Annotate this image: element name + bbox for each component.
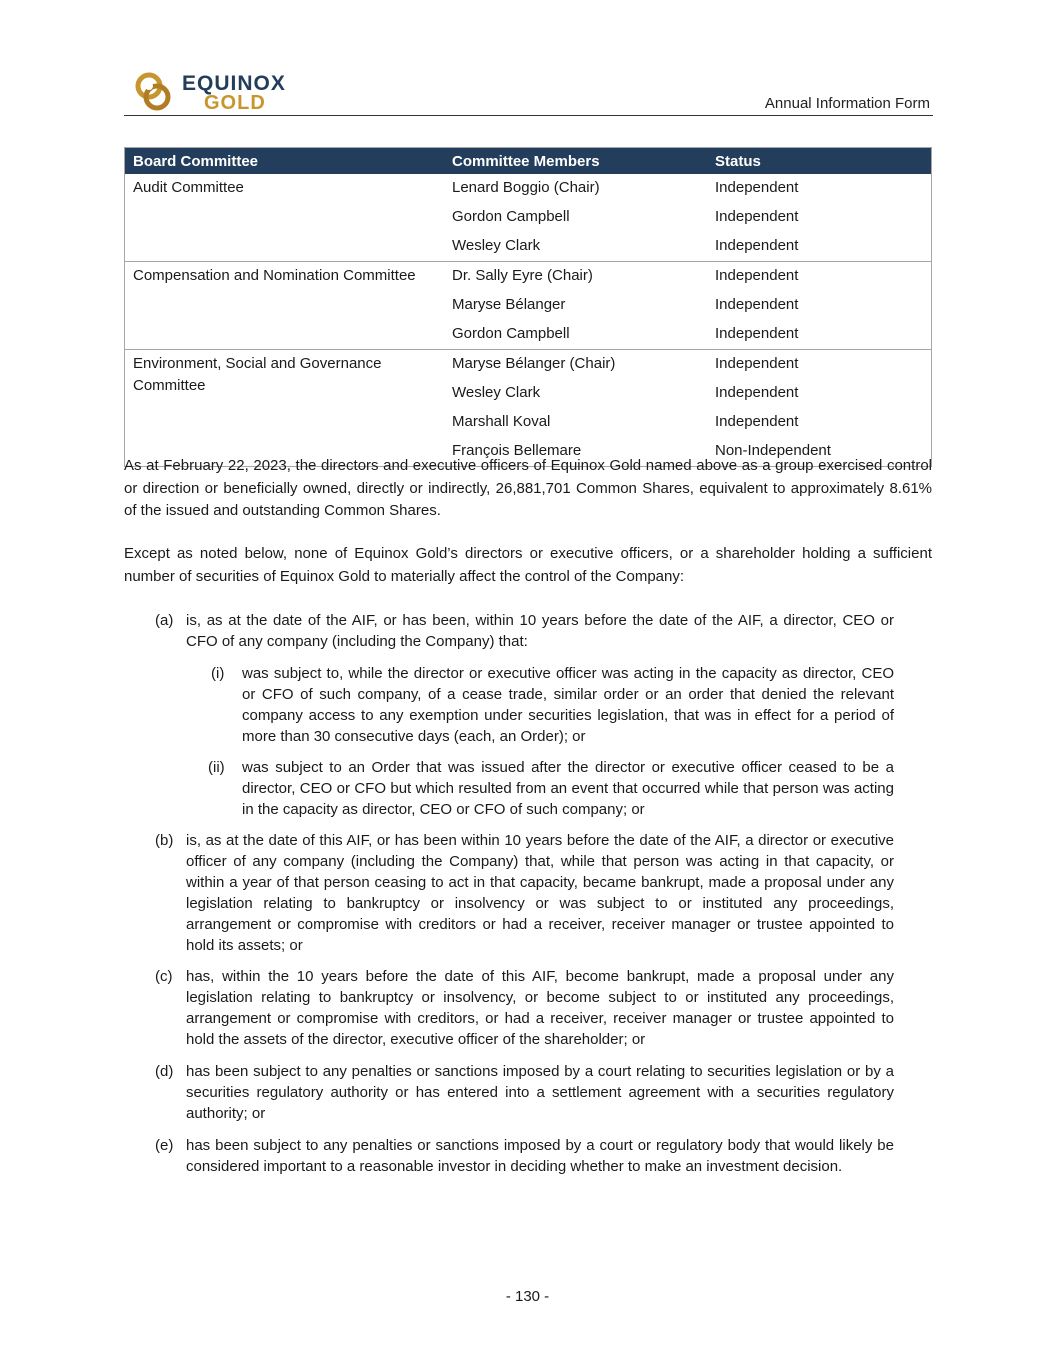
- shareholding-paragraph: As at February 22, 2023, the directors and executive officers of Equinox Gold named above as a group exercised control or direction or beneficially owned, directly or indirectly, 26,881,701 Common Shares, equivalent to approximately 8.61% of the issued and outstanding Common Shares.: [124, 457, 932, 519]
- list-marker: (b): [155, 832, 174, 849]
- header-board-committee: Board Committee: [125, 148, 445, 175]
- list-marker: (c): [155, 968, 173, 985]
- list-item: has been subject to any penalties or sanctions imposed by a court relating to securities legislation or by a securities regulatory authority or has entered into a settlement agreement with a securities regulatory authority; or: [186, 1063, 894, 1122]
- disclosure-intro-paragraph: Except as noted below, none of Equinox Gold’s directors or executive officers, or a shareholder holding a sufficient number of securities of Equinox Gold to materially affect the control of the Company:: [124, 545, 932, 585]
- document-title: Annual Information Form: [764, 95, 930, 112]
- status-cell: Independent: [715, 237, 799, 254]
- member-cell: Lenard Boggio (Chair): [452, 179, 600, 196]
- list-marker: (e): [155, 1137, 174, 1154]
- member-cell: Gordon Campbell: [452, 208, 570, 225]
- table-row: [125, 350, 932, 380]
- list-marker: (d): [155, 1063, 174, 1080]
- status-cell: Independent: [707, 262, 932, 292]
- status-cell: Independent: [715, 296, 799, 313]
- member-cell: François Bellemare: [452, 442, 582, 459]
- logo-text-equinox: EQUINOX: [182, 72, 286, 95]
- member-cell: Wesley Clark: [452, 384, 541, 401]
- page-number: - 130 -: [505, 1288, 550, 1305]
- member-cell: Wesley Clark: [452, 237, 541, 254]
- sub-list-item: was subject to an Order that was issued after the director or executive officer ceased to be a director, CEO or CFO but which resulted from an event that occurred while that person was acting in the capacity as director, CEO or CFO of such company; or: [242, 759, 894, 818]
- member-cell: Gordon Campbell: [452, 325, 570, 342]
- committee-cell: Compensation and Nomination Committee: [125, 262, 445, 350]
- member-cell: Dr. Sally Eyre (Chair): [444, 262, 707, 292]
- list-item: has been subject to any penalties or sanctions imposed by a court or regulatory body that would likely be considered important to a reasonable investor in deciding whether to make an investment decision.: [186, 1137, 894, 1175]
- sub-list-marker: (ii): [208, 759, 225, 776]
- member-cell: Marshall Koval: [452, 413, 551, 430]
- table-header-row: [125, 148, 932, 175]
- status-cell: Independent: [715, 413, 799, 430]
- status-cell: Independent: [707, 350, 932, 380]
- member-cell: Maryse Bélanger: [452, 296, 566, 313]
- committee-cell: Audit Committee: [133, 179, 244, 196]
- list-item: is, as at the date of the AIF, or has been, within 10 years before the date of the AIF, a director, CEO or CFO of any company (including the Company) that:: [186, 612, 894, 650]
- committee-cell: Environment, Social and Governance Committee: [125, 350, 445, 467]
- list-item: has, within the 10 years before the date of this AIF, become bankrupt, made a proposal under any legislation relating to bankruptcy or insolvency, or become subject to or instituted any proceedings, arrangement or compromise with creditors, or had a receiver, receiver manager or trustee appointed to hold the assets of the director, executive officer of the shareholder; or: [186, 968, 894, 1048]
- sub-list-item: was subject to, while the director or executive officer was acting in the capacity as director, CEO or CFO of such company, of a cease trade, similar order or an order that denied the relevant company access to any exemption under securities legislation, that was in effect for a period of more than 30 consecutive days (each, an Order); or: [242, 665, 894, 745]
- status-cell: Non-Independent: [715, 442, 831, 459]
- board-committee-table: [124, 147, 932, 467]
- status-cell: Independent: [715, 384, 799, 401]
- status-cell: Independent: [715, 179, 799, 196]
- company-logo: [132, 70, 292, 116]
- list-item: is, as at the date of this AIF, or has been within 10 years before the date of the AIF, a director or executive officer of any company (including the Company) that, while that person was acting in that capacity, or within a year of that person ceasing to act in that capacity, became bankrupt, made a proposal under any legislation relating to bankruptcy or insolvency or was subject to or instituted any proceedings, arrangement or compromise with creditors or had a receiver, receiver manager or trustee appointed to hold its assets; or: [186, 832, 894, 954]
- table-row: [125, 174, 932, 203]
- logo-mark-icon: [132, 70, 180, 116]
- sub-list-marker: (i): [211, 665, 225, 682]
- member-cell: Maryse Bélanger (Chair): [444, 350, 707, 380]
- table-row: [125, 262, 932, 292]
- header-status: Status: [707, 148, 932, 175]
- header-divider: [124, 115, 933, 116]
- logo-text-gold: GOLD: [204, 92, 266, 114]
- list-marker: (a): [155, 612, 174, 629]
- status-cell: Independent: [715, 325, 799, 342]
- header-committee-members: Committee Members: [444, 148, 707, 175]
- status-cell: Independent: [715, 208, 799, 225]
